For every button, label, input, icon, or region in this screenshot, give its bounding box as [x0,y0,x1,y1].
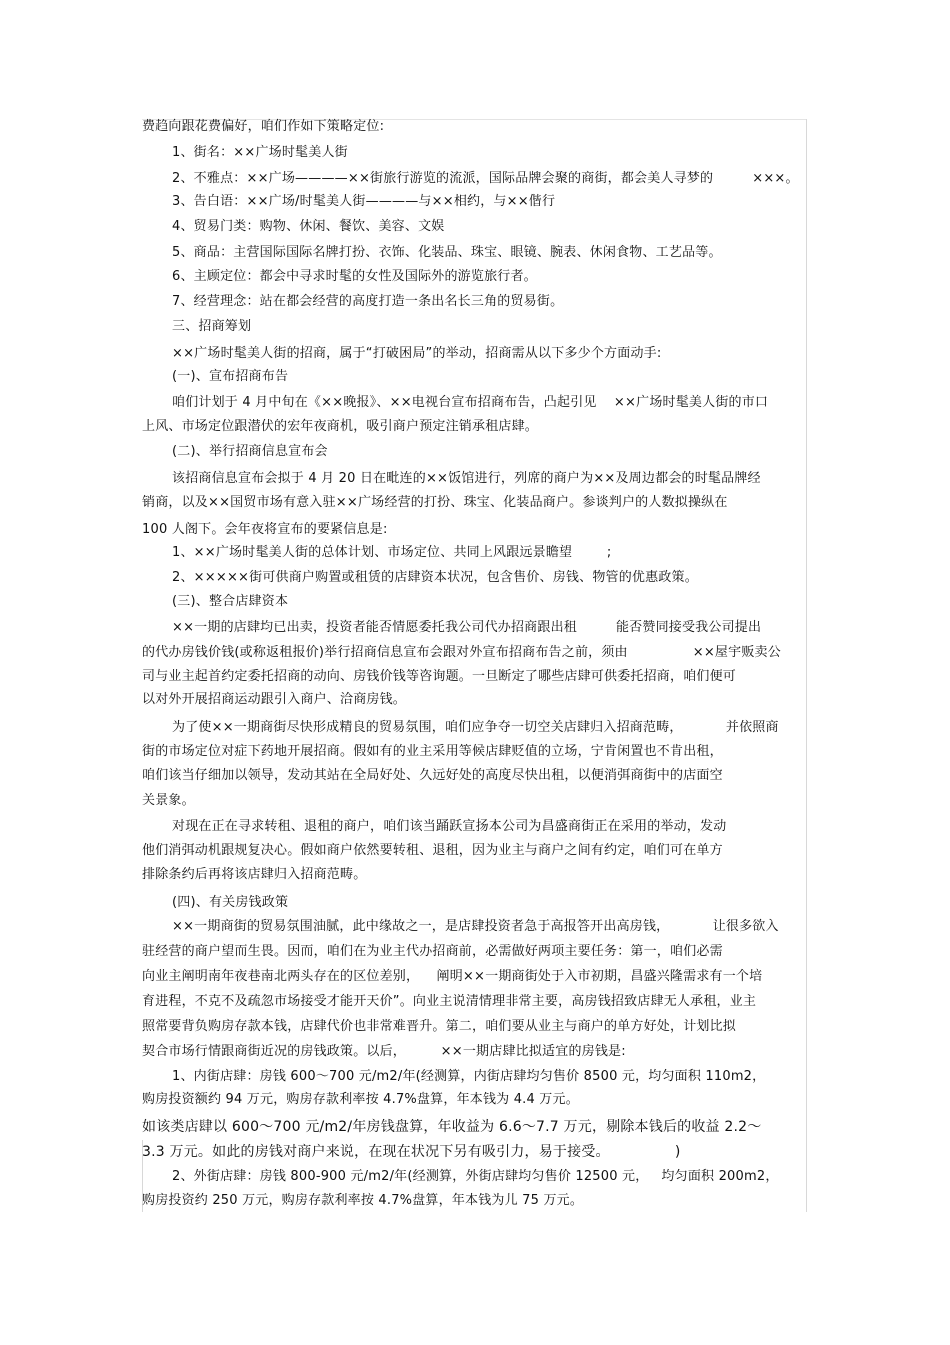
paragraph-line: 咱们计划于 4 月中旬在《××晚报》、××电视台宣布招商布告，凸起引见 ××广场时髦美人街的市口 [172,395,769,410]
paragraph-line: 契合市场行情跟商街近况的房钱政策。以后， ××一期店肆比拟适宜的房钱是: [142,1044,626,1059]
paragraph-line: 3.3 万元。如此的房钱对商户来说，在现在状况下另有吸引力，易于接受。 ) [142,1144,681,1160]
subsection-heading: (一)、宣布招商布告 [172,369,289,384]
paragraph-line: 驻经营的商户望而生畏。因而，咱们在为业主代办招商前，必需做好两项主要任务：第一，咱们必需 [142,944,723,959]
subsection-heading: (三)、整合店肆资本 [172,594,289,609]
paragraph-line: 照常要背负购房存款本钱，店肆代价也非常难晋升。第二，咱们要从业主与商户的单方好处，计划比拟 [142,1019,737,1034]
paragraph-line: 如该类店肆以 600～700 元/m2/年房钱盘算，年收益为 6.6～7.7 万元，剔除本钱后的收益 2.2～ [142,1119,762,1135]
paragraph-line: ××一期商街的贸易氛围油腻，此中缘故之一，是店肆投资者急于高报答开出高房钱， 让很多欲入 [172,919,779,934]
paragraph-line: 司与业主起首约定委托招商的动向、房钱价钱等咨询题。一旦断定了哪些店肆可供委托招商，咱们便可 [142,669,737,684]
paragraph-line: 为了使××一期商街尽快形成精良的贸易氛围，咱们应争夺一切空关店肆归入招商范畴， 并依照商 [172,720,779,735]
paragraph-line: 100 人阁下。会年夜将宣布的要紧信息是: [142,522,388,537]
paragraph-line: 该招商信息宣布会拟于 4 月 20 日在毗连的××饭馆进行，列席的商户为××及周边都会的时髦品牌经 [172,471,761,486]
paragraph-line: 关景象。 [142,793,195,808]
paragraph-line: 的代办房钱价钱(或称返租报价)举行招商信息宣布会跟对外宣布招商布告之前，须由 ××屋宇贩卖公 [142,645,781,660]
paragraph-line: ××广场时髦美人街的招商，属于“打破困局”的举动，招商需从以下多少个方面动手: [172,346,662,361]
paragraph-line: 育进程，不克不及疏忽市场接受才能开天价”。向业主说清情理非常主要，高房钱招致店肆无人承租，业主 [142,994,757,1009]
paragraph-line: 对现在正在寻求转租、退租的商户，咱们该当踊跃宣扬本公司为昌盛商街正在采用的举动，发动 [172,819,727,834]
paragraph-line: 上风、市场定位跟潜伏的宏年夜商机，吸引商户预定注销承租店肆。 [142,419,539,434]
paragraph-line: 排除条约后再将该店肆归入招商范畴。 [142,867,367,882]
list-item: 1、××广场时髦美人街的总体计划、市场定位、共同上风跟远景瞻望 ; [172,545,612,560]
list-item-business-philosophy: 7、经营理念：站在都会经营的高度打造一条出名长三角的贸易街。 [172,294,564,309]
list-item-products: 5、商品：主营国际国际名牌打扮、衣饰、化装品、珠宝、眼镜、腕表、休闲食物、工艺品等。 [172,245,722,260]
list-item-slogan: 3、告白语：××广场/时髦美人街————与××相约，与××偕行 [172,194,556,209]
subsection-heading: (二)、举行招商信息宣布会 [172,444,328,459]
paragraph-line: 购房投资额约 94 万元，购房存款利率按 4.7%盘算，年本钱为 4.4 万元。 [142,1092,579,1107]
paragraph-line: 向业主阐明南年夜巷南北两头存在的区位差别， 阐明××一期商街处于入市初期，昌盛兴隆需求有一个培 [142,969,763,984]
section-heading: 三、招商筹划 [172,319,252,334]
paragraph-line: 咱们该当仔细加以领导，发动其站在全局好处、久远好处的高度尽快出租，以便消弭商街中的店面空 [142,768,723,783]
paragraph-line: 销商，以及××国贸市场有意入驻××广场经营的打扮、珠宝、化装品商户。参谈判户的人数拟操纵在 [142,495,728,510]
list-item-trade-category: 4、贸易门类：购物、休闲、餐饮、美容、文娱 [172,219,445,234]
page-frame-right-line [806,119,807,1212]
paragraph-line: 他们消弭动机跟规复决心。假如商户依然要转租、退租，因为业主与商户之间有约定，咱们可在单方 [142,843,723,858]
list-item-customer-positioning: 6、主顾定位：都会中寻求时髦的女性及国际外的游览旅行者。 [172,269,537,284]
paragraph-line: ××一期的店肆均已出卖，投资者能否情愿委托我公司代办招商跟出租 能否赞同接受我公司提出 [172,620,762,635]
subsection-heading: (四)、有关房钱政策 [172,895,289,910]
list-item: 2、×××××街可供商户购置或租赁的店肆资本状况，包含售价、房钱、物管的优惠政策。 [172,570,698,585]
paragraph-line: 费趋向跟花费偏好，咱们作如下策略定位: [142,119,385,134]
list-item-outer-street-shops: 2、外街店肆：房钱 800-900 元/m2/年(经测算，外街店肆均匀售价 12500 元， 均匀面积 200m2， [172,1169,779,1184]
list-item-viewpoint: 2、不雅点：××广场————××街旅行游览的流派，国际品牌会聚的商街，都会美人寻梦的 ×××。 [172,171,799,186]
list-item-inner-street-shops: 1、内街店肆：房钱 600～700 元/m2/年(经测算，内街店肆均匀售价 8500 元，均匀面积 110m2， [172,1069,766,1084]
paragraph-line: 街的市场定位对症下药地开展招商。假如有的业主采用等候店肆贬值的立场，宁肯闲置也不肯出租， [142,744,723,759]
list-item-street-name: 1、街名：××广场时髦美人街 [172,145,348,160]
paragraph-line: 以对外开展招商运动跟引入商户、洽商房钱。 [142,692,407,707]
paragraph-line: 购房投资约 250 万元，购房存款利率按 4.7%盘算，年本钱为儿 75 万元。 [142,1193,584,1208]
